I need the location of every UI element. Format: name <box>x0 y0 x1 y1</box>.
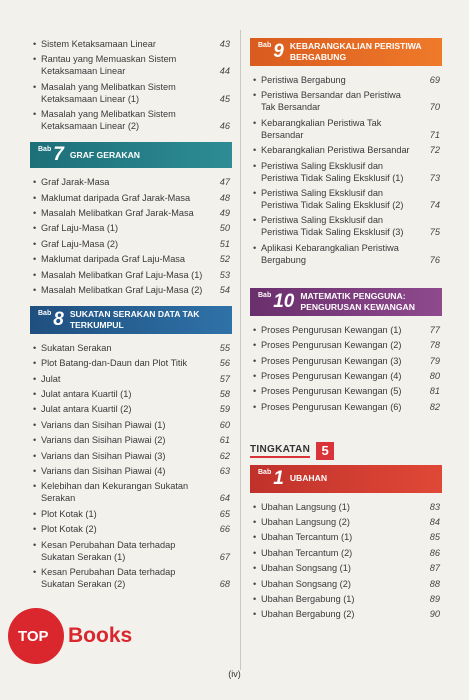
toc-entry[interactable] <box>250 242 442 266</box>
toc-entry[interactable] <box>30 176 232 188</box>
toc-entry[interactable] <box>250 501 442 513</box>
bullet-icon: • <box>253 594 257 605</box>
toc-entry[interactable] <box>30 53 232 77</box>
bullet-icon: • <box>33 192 37 203</box>
toc-entry-page: 46 <box>219 121 230 132</box>
chapter-9-items <box>250 74 442 266</box>
toc-entry-title: Plot Kotak (2) <box>41 524 97 535</box>
toc-entry-title: Varians dan Sisihan Piawai (2) <box>41 435 166 446</box>
chapter-number: 1 <box>273 467 284 489</box>
bullet-icon: • <box>253 340 257 351</box>
toc-entry-page: 76 <box>429 254 440 265</box>
toc-entry[interactable] <box>250 355 442 367</box>
toc-entry[interactable] <box>250 531 442 543</box>
toc-entry-title: Varians dan Sisihan Piawai (1) <box>41 419 166 430</box>
toc-entry-title: Graf Jarak-Masa <box>41 177 110 188</box>
toc-entry-title: Peristiwa Saling Eksklusif dan Peristiwa Tidak Saling Eksklusif (2) <box>261 187 404 210</box>
toc-entry-title: Ubahan Bergabung (2) <box>261 609 355 620</box>
toc-entry-page: 47 <box>219 177 230 188</box>
toc-entry-page: 83 <box>429 501 440 512</box>
toc-entry-title: Plot Kotak (1) <box>41 508 97 519</box>
toc-entry-title: Peristiwa Bergabung <box>261 75 346 85</box>
chapter-7-items <box>30 176 232 296</box>
toc-entry-page: 56 <box>219 358 230 369</box>
toc-entry[interactable] <box>250 214 442 238</box>
toc-entry[interactable] <box>250 74 442 86</box>
chapter-bab-label: Bab <box>258 291 272 299</box>
toc-entry-title: Proses Pengurusan Kewangan (2) <box>261 340 402 351</box>
toc-entry-page: 66 <box>219 524 230 535</box>
bullet-icon: • <box>253 324 257 335</box>
bullet-icon: • <box>33 39 37 49</box>
bullet-icon: • <box>253 242 257 253</box>
bullet-icon: • <box>253 547 257 558</box>
bullet-icon: • <box>33 207 37 218</box>
toc-entry-title: Ubahan Songsang (2) <box>261 578 351 589</box>
toc-entry-page: 72 <box>429 145 440 156</box>
toc-entry[interactable] <box>30 238 232 250</box>
logo-top-text: TOP <box>18 628 49 645</box>
bullet-icon: • <box>33 358 37 369</box>
toc-entry-page: 53 <box>219 269 230 280</box>
toc-entry-page: 65 <box>219 508 230 519</box>
toc-entry-page: 51 <box>219 238 230 249</box>
toc-entry[interactable] <box>30 207 232 219</box>
toc-entry-page: 69 <box>429 75 440 85</box>
toc-entry-page: 81 <box>429 386 440 397</box>
logo-books-text: Books <box>68 624 133 647</box>
toc-entry-page: 52 <box>219 254 230 265</box>
toc-entry-title: Ubahan Songsang (1) <box>261 563 351 574</box>
chapter-1-header <box>250 465 442 493</box>
toc-entry[interactable] <box>30 38 232 50</box>
toc-entry-title: Kesan Perubahan Data terhadap Sukatan Serakan (2) <box>41 566 176 589</box>
bullet-icon: • <box>253 215 257 226</box>
bullet-icon: • <box>253 145 257 156</box>
toc-entry-page: 84 <box>429 517 440 528</box>
topbooks-watermark-logo <box>8 604 168 666</box>
toc-entry[interactable] <box>250 593 442 605</box>
chapter-number: 7 <box>53 144 64 166</box>
bullet-icon: • <box>33 238 37 249</box>
toc-entry-page: 63 <box>219 466 230 477</box>
toc-entry-page: 49 <box>219 207 230 218</box>
toc-entry-title: Ubahan Tercantum (2) <box>261 547 353 558</box>
tingkatan-label: TINGKATAN <box>250 444 310 458</box>
toc-entry-title: Graf Laju-Masa (1) <box>41 223 119 234</box>
toc-entry-title: Graf Laju-Masa (2) <box>41 238 119 249</box>
bullet-icon: • <box>253 117 257 128</box>
toc-entry-title: Julat antara Kuartil (2) <box>41 404 132 415</box>
bullet-icon: • <box>253 187 257 198</box>
chapter-8-items <box>30 342 232 590</box>
chapter-8-header <box>30 306 232 334</box>
bullet-icon: • <box>253 501 257 512</box>
toc-entry-title: Ubahan Langsung (2) <box>261 517 350 528</box>
toc-entry-page: 75 <box>429 227 440 238</box>
bullet-icon: • <box>33 435 37 446</box>
toc-entry-page: 70 <box>429 102 440 113</box>
toc-entry-page: 54 <box>219 284 230 295</box>
toc-entry-title: Maklumat daripada Graf Laju-Masa <box>41 254 186 265</box>
toc-entry-title: Proses Pengurusan Kewangan (4) <box>261 370 402 381</box>
toc-entry-title: Proses Pengurusan Kewangan (5) <box>261 386 402 397</box>
toc-entry[interactable] <box>30 269 232 281</box>
left-column <box>30 38 232 593</box>
toc-entry[interactable] <box>30 108 232 132</box>
toc-entry[interactable] <box>250 547 442 559</box>
chapter-bab-label: Bab <box>258 42 272 49</box>
toc-entry[interactable] <box>30 434 232 446</box>
toc-entry-page: 62 <box>219 450 230 461</box>
toc-entry-title: Proses Pengurusan Kewangan (6) <box>261 401 402 412</box>
tingkatan-number: 5 <box>316 442 334 460</box>
chapter-number: 9 <box>273 41 284 62</box>
bullet-icon: • <box>253 160 257 171</box>
bullet-icon: • <box>33 254 37 265</box>
toc-entry-title: Ubahan Tercantum (1) <box>261 532 353 543</box>
chapter-title: UBAHAN <box>289 473 328 484</box>
bullet-icon: • <box>253 90 257 101</box>
toc-entry-title: Proses Pengurusan Kewangan (1) <box>261 324 402 335</box>
toc-entry-title: Julat antara Kuartil (1) <box>41 389 132 400</box>
page-number: (iv) <box>228 669 241 679</box>
bullet-icon: • <box>33 284 37 295</box>
bullet-icon: • <box>33 54 37 65</box>
toc-entry[interactable] <box>30 284 232 296</box>
toc-entry[interactable] <box>250 516 442 528</box>
bullet-icon: • <box>33 450 37 461</box>
chapter-7-header <box>30 142 232 168</box>
toc-entry[interactable] <box>30 388 232 400</box>
right-column <box>250 38 442 624</box>
toc-entry-page: 79 <box>429 355 440 366</box>
bullet-icon: • <box>33 524 37 535</box>
chapter-title: GRAF GERAKAN <box>69 149 140 160</box>
toc-entry-title: Kesan Perubahan Data terhadap Sukatan Serakan (1) <box>41 539 176 562</box>
toc-entry-page: 68 <box>219 578 230 589</box>
toc-entry-title: Masalah yang Melibatkan Sistem Ketaksamaan Linear (2) <box>41 109 176 132</box>
column-divider <box>240 30 241 670</box>
bullet-icon: • <box>33 389 37 400</box>
toc-entry-page: 61 <box>219 435 230 446</box>
toc-entry[interactable] <box>30 222 232 234</box>
toc-entry[interactable] <box>30 253 232 265</box>
bullet-icon: • <box>33 223 37 234</box>
chapter-bab-label: Bab <box>258 468 272 476</box>
bullet-icon: • <box>33 177 37 188</box>
toc-entry-page: 87 <box>429 563 440 574</box>
bullet-icon: • <box>33 481 37 492</box>
toc-entry-page: 89 <box>429 594 440 605</box>
toc-entry[interactable] <box>30 566 232 590</box>
toc-entry-page: 67 <box>219 551 230 562</box>
toc-entry[interactable] <box>250 160 442 184</box>
toc-entry[interactable] <box>250 324 442 336</box>
bullet-icon: • <box>253 370 257 381</box>
bullet-icon: • <box>33 342 37 353</box>
toc-entry-title: Masalah yang Melibatkan Sistem Ketaksamaan Linear (1) <box>41 81 176 104</box>
toc-entry-page: 48 <box>219 192 230 203</box>
toc-entry[interactable] <box>250 385 442 397</box>
bullet-icon: • <box>253 563 257 574</box>
bullet-icon: • <box>253 578 257 589</box>
toc-entry-page: 77 <box>429 324 440 335</box>
toc-entry-title: Masalah Melibatkan Graf Jarak-Masa <box>41 207 194 218</box>
bullet-icon: • <box>253 517 257 528</box>
toc-entry-page: 60 <box>219 419 230 430</box>
toc-entry-title: Maklumat daripada Graf Jarak-Masa <box>41 192 191 203</box>
toc-entry[interactable] <box>250 608 442 620</box>
bullet-icon: • <box>33 539 37 550</box>
tingkatan-heading <box>250 441 442 461</box>
bullet-icon: • <box>33 269 37 280</box>
toc-entry-title: Sistem Ketaksamaan Linear <box>41 39 156 49</box>
toc-entry[interactable] <box>30 450 232 462</box>
toc-entry[interactable] <box>250 562 442 574</box>
toc-entry-title: Masalah Melibatkan Graf Laju-Masa (2) <box>41 284 203 295</box>
chapter-number: 10 <box>273 290 295 312</box>
toc-entry-title: Julat <box>41 373 61 384</box>
toc-entry[interactable] <box>30 81 232 105</box>
toc-entry-page: 44 <box>219 66 230 77</box>
chapter-bab-label: Bab <box>38 146 52 154</box>
toc-entry-page: 50 <box>219 223 230 234</box>
toc-entry-page: 88 <box>429 578 440 589</box>
top-items-list <box>30 38 232 132</box>
toc-entry-title: Peristiwa Bersandar dan Peristiwa Tak Bersandar <box>261 90 401 113</box>
chapter-9-header <box>250 38 442 66</box>
toc-entry[interactable] <box>30 465 232 477</box>
toc-entry-page: 45 <box>219 93 230 104</box>
toc-entry-title: Peristiwa Saling Eksklusif dan Peristiwa Tidak Saling Eksklusif (3) <box>261 215 404 238</box>
bullet-icon: • <box>253 75 257 85</box>
toc-entry-title: Peristiwa Saling Eksklusif dan Peristiwa Tidak Saling Eksklusif (1) <box>261 160 404 183</box>
toc-entry-page: 85 <box>429 532 440 543</box>
toc-entry-title: Sukatan Serakan <box>41 342 112 353</box>
chapter-number: 8 <box>53 308 64 330</box>
toc-entry[interactable] <box>250 144 442 156</box>
bullet-icon: • <box>33 81 37 92</box>
bullet-icon: • <box>33 109 37 120</box>
toc-entry-page: 78 <box>429 340 440 351</box>
toc-entry-page: 64 <box>219 493 230 504</box>
bullet-icon: • <box>253 609 257 620</box>
toc-entry[interactable] <box>250 89 442 113</box>
toc-entry-title: Varians dan Sisihan Piawai (3) <box>41 450 166 461</box>
toc-entry[interactable] <box>250 370 442 382</box>
chapter-10-items <box>250 324 442 413</box>
toc-entry[interactable] <box>250 187 442 211</box>
chapter-bab-label: Bab <box>38 309 52 317</box>
chapter-1-items <box>250 501 442 621</box>
chapter-title: MATEMATIK PENGGUNA: PENGURUSAN KEWANGAN <box>300 290 415 312</box>
toc-entry[interactable] <box>30 480 232 504</box>
toc-entry[interactable] <box>30 523 232 535</box>
toc-entry[interactable] <box>250 117 442 141</box>
toc-entry-page: 86 <box>429 547 440 558</box>
toc-entry-page: 59 <box>219 404 230 415</box>
toc-entry-page: 80 <box>429 370 440 381</box>
toc-entry[interactable] <box>30 342 232 354</box>
toc-entry[interactable] <box>250 401 442 413</box>
bullet-icon: • <box>33 508 37 519</box>
toc-entry[interactable] <box>250 578 442 590</box>
toc-entry-page: 57 <box>219 373 230 384</box>
chapter-title: KEBARANGKALIAN PERISTIWA BERGABUNG <box>289 41 422 62</box>
chapter-10-header <box>250 288 442 316</box>
toc-entry-page: 58 <box>219 389 230 400</box>
toc-entry[interactable] <box>250 339 442 351</box>
toc-entry-title: Proses Pengurusan Kewangan (3) <box>261 355 402 366</box>
toc-entry-title: Plot Batang-dan-Daun dan Plot Titik <box>41 358 188 369</box>
toc-entry-title: Ubahan Langsung (1) <box>261 501 350 512</box>
toc-entry-page: 43 <box>219 39 230 49</box>
toc-entry-page: 74 <box>429 199 440 210</box>
toc-entry[interactable] <box>30 419 232 431</box>
toc-entry[interactable] <box>30 357 232 369</box>
toc-entry-title: Kebarangkalian Peristiwa Bersandar <box>261 145 410 156</box>
bullet-icon: • <box>33 373 37 384</box>
bullet-icon: • <box>253 532 257 543</box>
toc-entry[interactable] <box>30 192 232 204</box>
toc-entry-page: 90 <box>429 609 440 620</box>
bullet-icon: • <box>33 404 37 415</box>
bullet-icon: • <box>253 401 257 412</box>
toc-entry[interactable] <box>30 373 232 385</box>
toc-entry-title: Kelebihan dan Kekurangan Sukatan Serakan <box>41 481 189 504</box>
toc-entry[interactable] <box>30 508 232 520</box>
toc-entry-title: Kebarangkalian Peristiwa Tak Bersandar <box>261 117 382 140</box>
toc-entry-page: 73 <box>429 172 440 183</box>
bullet-icon: • <box>253 386 257 397</box>
bullet-icon: • <box>33 419 37 430</box>
toc-entry-page: 55 <box>219 342 230 353</box>
bullet-icon: • <box>33 566 37 577</box>
bullet-icon: • <box>33 466 37 477</box>
toc-entry-page: 71 <box>429 129 440 140</box>
toc-entry-title: Varians dan Sisihan Piawai (4) <box>41 466 166 477</box>
toc-entry-title: Aplikasi Kebarangkalian Peristiwa Bergabung <box>261 242 399 265</box>
toc-entry-title: Ubahan Bergabung (1) <box>261 594 355 605</box>
chapter-title: SUKATAN SERAKAN DATA TAK TERKUMPUL <box>69 308 200 330</box>
toc-entry-title: Rantau yang Memuaskan Sistem Ketaksamaan Linear <box>41 54 177 77</box>
toc-entry-page: 82 <box>429 401 440 412</box>
toc-entry[interactable] <box>30 539 232 563</box>
toc-entry-title: Masalah Melibatkan Graf Laju-Masa (1) <box>41 269 203 280</box>
bullet-icon: • <box>253 355 257 366</box>
toc-entry[interactable] <box>30 403 232 415</box>
